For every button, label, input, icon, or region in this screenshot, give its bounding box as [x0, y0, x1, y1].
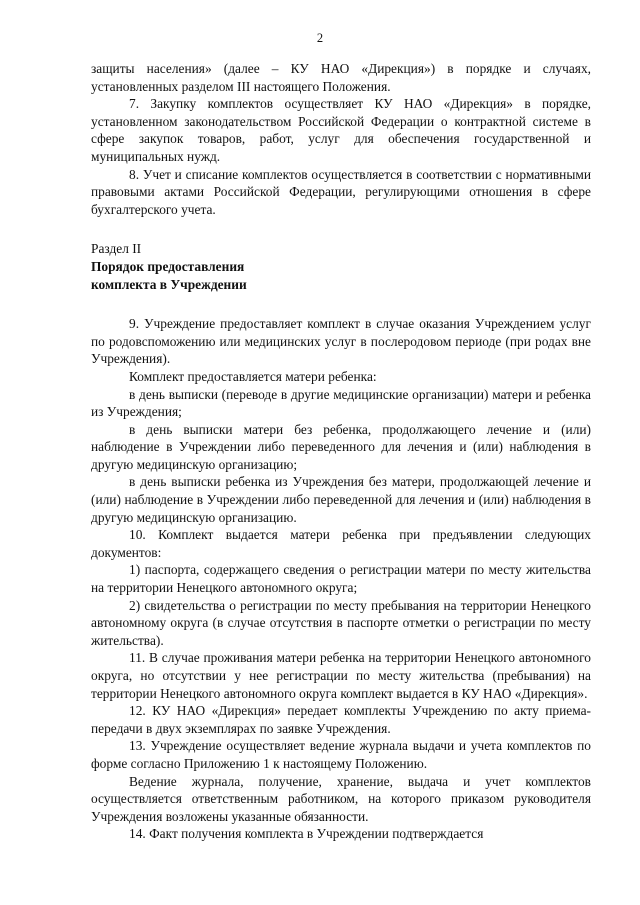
- page-number: 2: [316, 31, 324, 45]
- paragraph: 1) паспорта, содержащего сведения о регистрации матери по месту жительства на территории Ненецкого автономного округа;: [91, 562, 591, 596]
- paragraph: 2) свидетельства о регистрации по месту пребывания на территории Ненецкого автономному округа (в случае отсутствия в паспорте отметки о регистрации по месту жительства).: [91, 597, 591, 648]
- paragraph: защиты населения» (далее – КУ НАО «Дирекция») в порядке и случаях, установленных разделом III настоящего Положения.: [91, 61, 591, 94]
- paragraph: в день выписки матери без ребенка, продолжающего лечение и (или) наблюдение в Учреждении либо переведенного для лечения и (или) наблюдения в другую медицинскую организацию;: [91, 421, 591, 472]
- paragraph: Ведение журнала, получение, хранение, выдача и учет комплектов осуществляется ответственным работником, на которого приказом руководителя Учреждения возложены указанные обязанности.: [91, 773, 591, 824]
- paragraph: Комплект предоставляется матери ребенка:: [129, 368, 377, 384]
- paragraph: в день выписки ребенка из Учреждения без матери, продолжающей лечение и (или) наблюдение в Учреждении либо переведенной для лечения и (или) наблюдения в другую медицинскую организацию.: [91, 474, 591, 525]
- paragraph: в день выписки (переводе в другие медицинские организации) матери и ребенка из Учреждения;: [91, 386, 591, 420]
- paragraph: 14. Факт получения комплекта в Учреждении подтверждается: [129, 826, 484, 842]
- section-title-line-2: комплекта в Учреждении: [91, 276, 247, 292]
- paragraph: 13. Учреждение осуществляет ведение журнала выдачи и учета комплектов по форме согласно Приложению 1 к настоящему Положению.: [91, 738, 591, 771]
- document-body: [91, 60, 591, 843]
- paragraph: 8. Учет и списание комплектов осуществляется в соответствии с нормативными правовыми актами Российской Федерации, регулирующими отношения в сфере бухгалтерского учета.: [91, 166, 591, 217]
- section-title-line-1: Порядок предоставления: [91, 258, 245, 274]
- paragraph: 11. В случае проживания матери ребенка на территории Ненецкого автономного округа, но отсутствии у нее регистрации по месту жительства (пребывания) на территории Ненецкого автономного округа комплект выдается в КУ НАО «Дирекция».: [91, 650, 591, 701]
- section-label: Раздел II: [91, 241, 142, 257]
- paragraph: 9. Учреждение предоставляет комплект в случае оказания Учреждением услуг по родовспоможению или медицинских услуг в послеродовом периоде (при родах вне Учреждения).: [91, 316, 591, 367]
- paragraph: 12. КУ НАО «Дирекция» передает комплекты Учреждению по акту приема-передачи в двух экземплярах по заявке Учреждения.: [91, 703, 591, 736]
- paragraph: 7. Закупку комплектов осуществляет КУ НАО «Дирекция» в порядке, установленном законодательством Российской Федерации о контрактной системе в сфере закупок товаров, работ, услуг для обеспечения государственной и муниципальных нужд.: [91, 96, 591, 164]
- paragraph: 10. Комплект выдается матери ребенка при предъявлении следующих документов:: [91, 527, 591, 560]
